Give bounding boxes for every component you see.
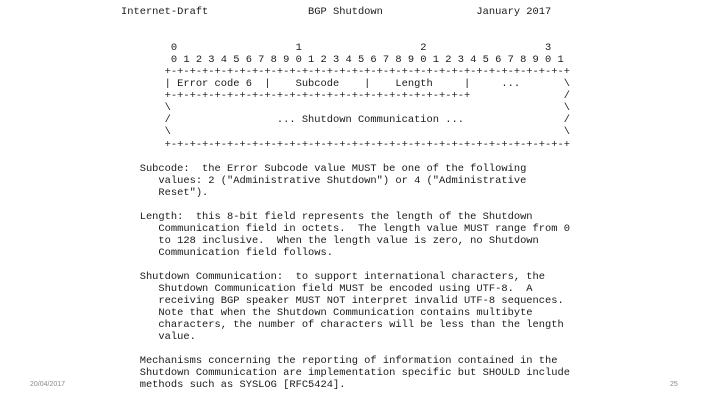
- footer-page-number: 25: [670, 381, 678, 388]
- document-line: / ... Shutdown Communication ... /: [121, 114, 570, 127]
- document-line: Communication field follows.: [121, 246, 334, 259]
- document-line: [121, 199, 591, 211]
- document-line: [121, 30, 591, 42]
- document-line: 0 1 2 3: [121, 42, 552, 55]
- document-line: Communication field in octets. The length value MUST range from 0: [121, 222, 570, 235]
- document-line: Length: this 8-bit field represents the length of the Shutdown: [121, 210, 533, 223]
- document-line: +-+-+-+-+-+-+-+-+-+-+-+-+-+-+-+-+-+-+-+-+-+-+-+-+ /: [121, 90, 570, 103]
- document-line: [121, 343, 591, 355]
- document-line: values: 2 ("Administrative Shutdown") or 4 ("Administrative: [121, 174, 527, 187]
- document-line: Note that when the Shutdown Communication contains multibyte: [121, 307, 533, 320]
- document-line: [121, 151, 591, 163]
- document-line: receiving BGP speaker MUST NOT interpret invalid UTF-8 sequences.: [121, 295, 564, 308]
- document-line: Mechanisms concerning the reporting of information contained in the: [121, 355, 558, 368]
- document-line: \ \: [121, 102, 570, 115]
- document-line: \ \: [121, 126, 570, 139]
- document-line: [121, 18, 591, 30]
- document-line: +-+-+-+-+-+-+-+-+-+-+-+-+-+-+-+-+-+-+-+-+-+-+-+-+-+-+-+-+-+-+-+-+: [121, 138, 570, 151]
- document-line: methods such as SYSLOG [RFC5424].: [121, 379, 346, 392]
- document-line: Shutdown Communication are implementation specific but SHOULD include: [121, 367, 570, 380]
- document-line: 0 1 2 3 4 5 6 7 8 9 0 1 2 3 4 5 6 7 8 9 0 1 2 3 4 5 6 7 8 9 0 1: [121, 54, 564, 67]
- footer-date: 20/04/2017: [30, 381, 66, 388]
- document-line: value.: [121, 331, 196, 344]
- document-header-line: Internet-Draft BGP Shutdown January 2017: [121, 6, 552, 18]
- document-line: | Error code 6 | Subcode | Length | ... \: [121, 78, 570, 91]
- document-line: [121, 259, 591, 271]
- document-line: Reset").: [121, 186, 209, 199]
- document-line: characters, the number of characters will be less than the length: [121, 319, 564, 332]
- rfc-document-page: [121, 6, 591, 392]
- document-line: Shutdown Communication: to support international characters, the: [121, 271, 546, 284]
- document-line: Subcode: the Error Subcode value MUST be one of the following: [121, 162, 527, 175]
- document-line: to 128 inclusive. When the length value is zero, no Shutdown: [121, 234, 539, 247]
- document-line: +-+-+-+-+-+-+-+-+-+-+-+-+-+-+-+-+-+-+-+-+-+-+-+-+-+-+-+-+-+-+-+-+: [121, 66, 570, 79]
- document-line: Shutdown Communication field MUST be encoded using UTF-8. A: [121, 283, 533, 296]
